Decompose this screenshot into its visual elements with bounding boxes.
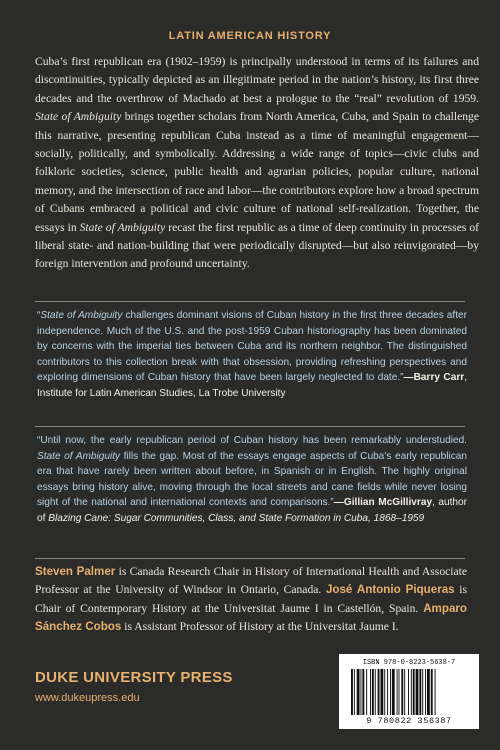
- divider: [35, 558, 465, 559]
- endorser-name: —Gillian McGillivray: [333, 497, 433, 508]
- barcode-bars: [349, 669, 469, 715]
- barcode-number: 9 780822 356387: [366, 716, 452, 726]
- editor-name: José Antonio Piqueras: [325, 583, 455, 597]
- endorsement-quote: “State of Ambiguity challenges dominant visions of Cuban history in the first three decades after independence. Much of the U.S. and the post-1959 Cuban historiography has been dominated by concerns with the imperial ties between Cuba and its northern neighbor. The distinguished contributors to this collection break with that obsession, providing refreshing perspectives and exploring dimensions of Cuban history that have been largely neglected to date.”—Barry Carr, Institute for Latin American Studies, La Trobe University: [37, 310, 467, 399]
- editor-name: Steven Palmer: [35, 565, 116, 578]
- barcode: [339, 654, 479, 729]
- endorser-name: —Barry Carr: [403, 372, 465, 383]
- editor-bios: Steven Palmer is Canada Research Chair in History of International Health and Associate Professor at the University of Windsor in Ontario, Canada. José Antonio Piqueras is Chair of Contemporary History at the Universitat Jaume I in Castellón, Spain. Amparo Sánchez Cobos is Assistant Professor of History at the Universitat Jaume I.: [35, 565, 467, 634]
- book-title: State of Ambiguity: [35, 110, 122, 124]
- book-title: State of Ambiguity: [40, 310, 123, 321]
- book-title: State of Ambiguity: [37, 450, 121, 462]
- category-heading: LATIN AMERICAN HISTORY: [168, 30, 332, 42]
- divider: [35, 301, 465, 302]
- book-description: Cuba’s first republican era (1902–1959) is principally understood in terms of its failures and discontinuities, typically depicted as an illegitimate period in the nation’s history, its first three decades and the overthrow of Machado at best a prologue to the “real” revolution of 1959. State of Ambiguity brings together scholars from North America, Cuba, and Spain to challenge this narrative, presenting republican Cuba instead as a time of meaningful engagement—socially, politically, and symbolically. Addressing a wide range of topics—civic clubs and folkloric societies, science, public health and agrarian policies, popular culture, national memory, and the intersection of race and labor—the contributors explore how a broad spectrum of Cubans embraced a political and civic culture of national self-realization. Together, the essays in State of Ambiguity recast the first republic as a time of deep continuity in processes of liberal state- and nation-building that were periodically disrupted—but also reinvigorated—by foreign intervention and profound uncertainty.: [35, 55, 479, 271]
- divider: [35, 426, 465, 427]
- endorsement-quote: “Until now, the early republican period of Cuban history has been remarkably understudied. State of Ambiguity fills the gap. Most of the essays engage aspects of Cuba’s early republican era that have rarely been written about before, in Spanish or in English. The highly original essays bring history alive, moving through the local streets and cane fields while never losing sight of the national and international contexts and comparisons.”—Gillian McGillivray, author of Blazing Cane: Sugar Communities, Class, and State Formation in Cuba, 1868–1959: [37, 435, 468, 524]
- isbn-label: ISBN 978-0-8223-5638-7: [362, 659, 456, 667]
- editor-name: Amparo Sánchez Cobos: [35, 601, 467, 634]
- book-title: State of Ambiguity: [79, 220, 166, 234]
- publisher-url: www.dukeupress.edu: [35, 692, 140, 704]
- endorser-book-title: Blazing Cane: Sugar Communities, Class, and State Formation in Cuba, 1868–1959: [48, 512, 425, 524]
- publisher-name: DUKE UNIVERSITY PRESS: [35, 669, 233, 686]
